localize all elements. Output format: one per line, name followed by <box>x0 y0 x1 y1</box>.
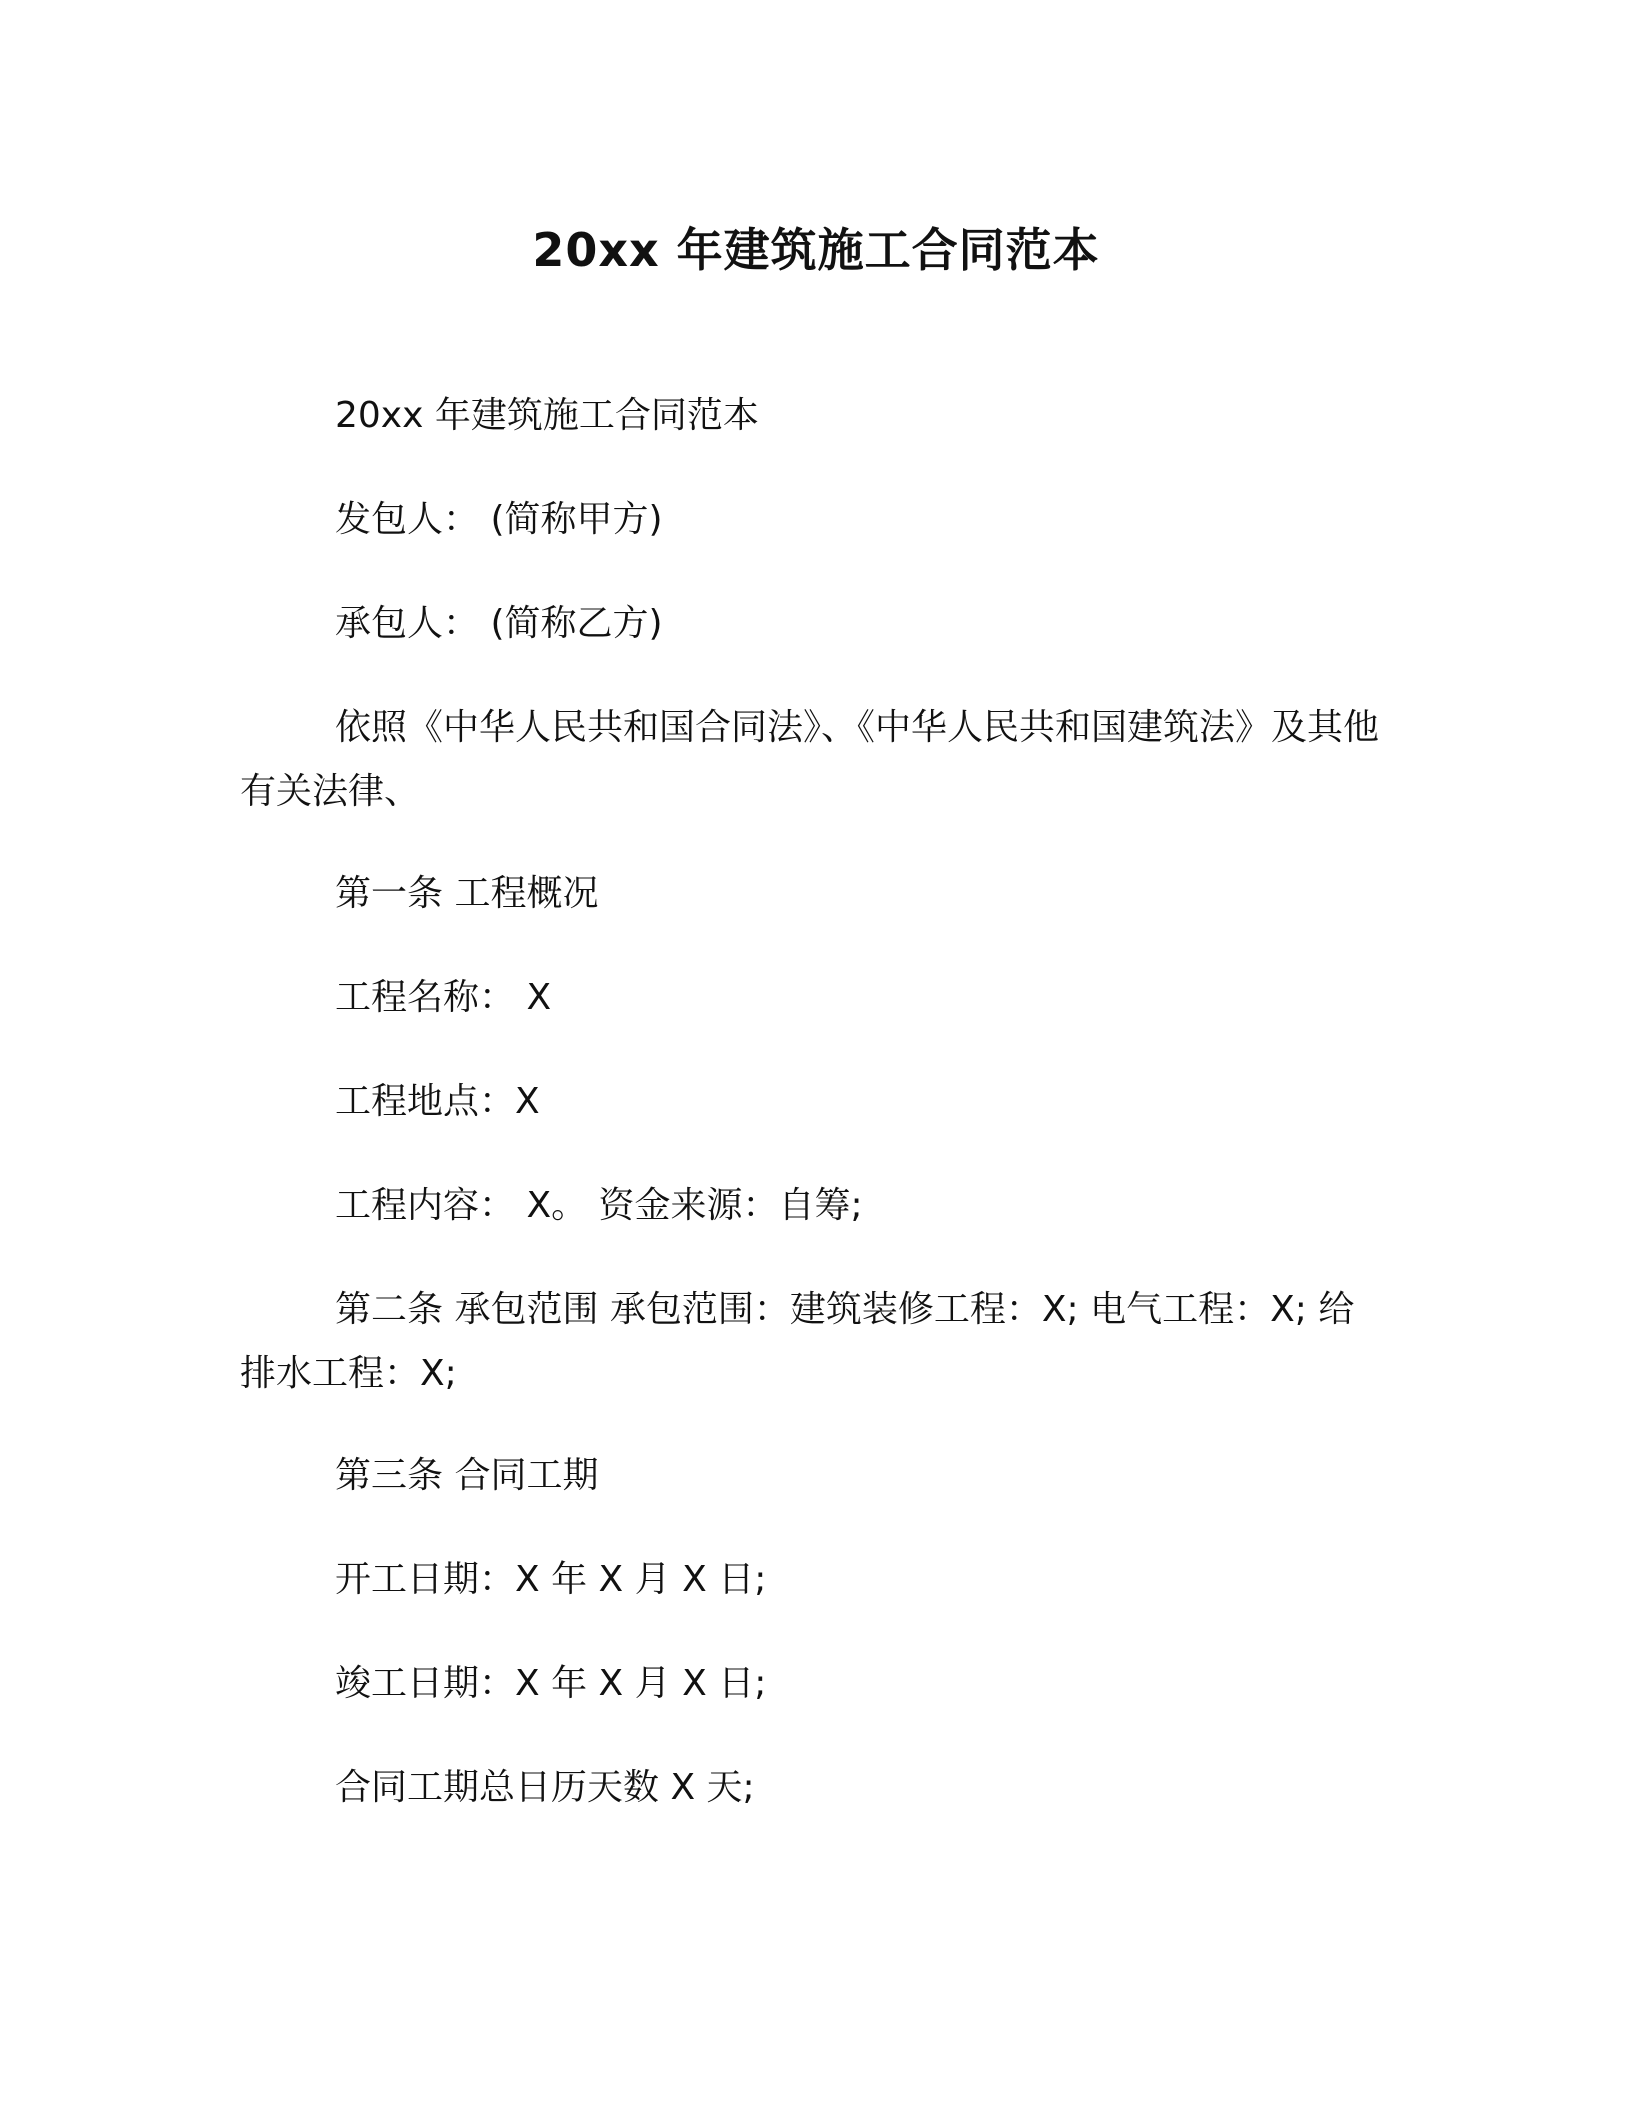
paragraph-subtitle: 20xx 年建筑施工合同范本 <box>335 395 759 436</box>
paragraph-completion-date: 竣工日期：X 年 X 月 X 日; <box>335 1663 767 1704</box>
paragraph-project-name: 工程名称： X <box>335 977 552 1018</box>
paragraph-start-date: 开工日期：X 年 X 月 X 日; <box>335 1559 767 1600</box>
document-body <box>240 384 1380 1860</box>
paragraph-article-3: 第三条 合同工期 <box>335 1455 599 1496</box>
paragraph-article-1: 第一条 工程概况 <box>335 873 599 914</box>
paragraph-total-days: 合同工期总日历天数 X 天; <box>335 1767 755 1808</box>
paragraph-article-2: 第二条 承包范围 承包范围：建筑装修工程：X; 电气工程：X; 给排水工程：X; <box>240 1289 1355 1394</box>
paragraph-project-content: 工程内容： X。 资金来源：自筹; <box>335 1185 863 1226</box>
paragraph-legal-basis: 依照《中华人民共和国合同法》、《中华人民共和国建筑法》及其他有关法律、 <box>240 707 1380 812</box>
document-title: 20xx 年建筑施工合同范本 <box>532 223 1100 277</box>
paragraph-employer: 发包人： (简称甲方) <box>335 499 663 540</box>
paragraph-project-location: 工程地点：X <box>335 1081 540 1122</box>
paragraph-contractor: 承包人： (简称乙方) <box>335 603 663 644</box>
